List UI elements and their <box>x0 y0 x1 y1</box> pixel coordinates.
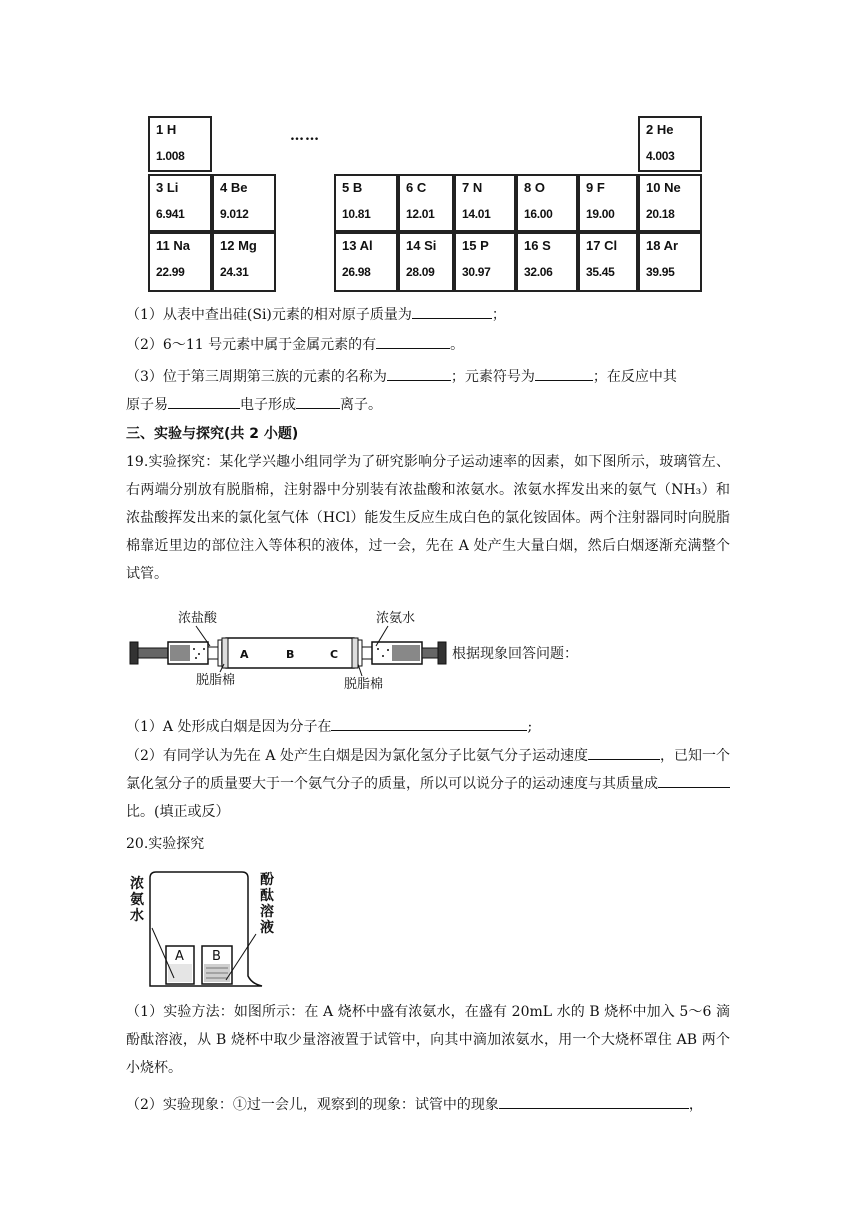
q19-text: 19.实验探究：某化学兴趣小组同学为了研究影响分子运动速率的因素，如下图所示，玻璃管左、右两端分别放有脱脂棉，注射器中分别装有浓盐酸和浓氨水。浓氨水挥发出来的氨气（NH₃）和浓盐酸挥发出来的氯化氢气体（HCl）能发生反应生成白色的氯化铵固体。两个注射器同时向脱脂棉靠近里边的部位注入等体积的液体，过一会，先在 A 处产生大量白烟，然后白烟逐渐充满整个试管。 <box>126 454 730 582</box>
element-mass: 22.99 <box>156 265 185 279</box>
element-mass: 26.98 <box>342 265 371 279</box>
position-a-label: A <box>240 648 249 661</box>
element-symbol: 13 Al <box>342 238 373 253</box>
element-mass: 14.01 <box>462 207 491 221</box>
syringe-apparatus-figure <box>126 604 586 694</box>
q18-part3: （3）位于第三周期第三族的元素的名称为 ；元素符号为 ；在反应中其 <box>126 366 677 387</box>
element-symbol: 17 Cl <box>586 238 618 253</box>
element-mass: 28.09 <box>406 265 435 279</box>
element-cell <box>454 174 516 232</box>
element-cell <box>334 232 398 292</box>
element-cell <box>212 232 276 292</box>
q18-part1: （1）从表中查出硅(Si)元素的相对原子质量为 ； <box>126 304 506 325</box>
element-cell <box>638 116 702 172</box>
position-c-label: C <box>330 648 339 661</box>
q19-part1: （1）A 处形成白烟是因为分子在 ; <box>126 716 532 737</box>
hcl-label: 浓盐酸 <box>178 611 218 626</box>
element-cell <box>454 232 516 292</box>
element-cell <box>516 174 578 232</box>
ammonia-vertical-label: 浓氨水 <box>130 876 144 924</box>
element-symbol: 6 C <box>406 180 427 195</box>
answer-blank <box>296 394 340 409</box>
element-mass: 12.01 <box>406 207 435 221</box>
answer-blank <box>387 366 451 381</box>
element-symbol: 4 Be <box>220 180 248 195</box>
answer-blank <box>658 773 730 788</box>
element-mass: 19.00 <box>586 207 615 221</box>
element-symbol: 7 N <box>462 180 483 195</box>
q20-title: 20.实验探究 <box>126 836 205 852</box>
element-cell <box>578 232 638 292</box>
answer-blank <box>412 304 492 319</box>
element-cell <box>212 174 276 232</box>
element-mass: 9.012 <box>220 207 249 221</box>
cotton-right-label: 脱脂棉 <box>344 677 384 692</box>
element-cell <box>398 174 454 232</box>
section-heading: 三、实验与探究(共 2 小题) <box>126 426 299 442</box>
element-cell <box>578 174 638 232</box>
answer-blank <box>331 716 527 731</box>
element-symbol: 10 Ne <box>646 180 681 195</box>
element-symbol: 11 Na <box>156 238 190 253</box>
element-mass: 6.941 <box>156 207 185 221</box>
element-mass: 20.18 <box>646 207 675 221</box>
element-symbol: 9 F <box>586 180 605 195</box>
phenolphthalein-vertical-label: 酚酞溶液 <box>260 872 274 936</box>
element-mass: 1.008 <box>156 149 185 163</box>
q20-part2: （2）实验现象：①过一会儿，观察到的现象：试管中的现象 ， <box>126 1094 703 1115</box>
beaker-b-label: B <box>212 949 221 964</box>
element-symbol: 14 Si <box>406 238 437 253</box>
element-symbol: 18 Ar <box>646 238 679 253</box>
answer-blank <box>588 745 660 760</box>
element-symbol: 15 P <box>462 238 489 253</box>
q18-part2: （2）6～11 号元素中属于金属元素的有 。 <box>126 334 464 355</box>
answer-blank <box>499 1094 689 1109</box>
answer-blank <box>535 366 593 381</box>
element-mass: 24.31 <box>220 265 249 279</box>
table-ellipsis: …… <box>290 128 320 144</box>
element-cell <box>334 174 398 232</box>
element-cell <box>398 232 454 292</box>
periodic-table <box>148 116 704 294</box>
element-cell <box>148 232 212 292</box>
element-mass: 16.00 <box>524 207 553 221</box>
q19-part2: （2）有同学认为先在 A 处产生白烟是因为氯化氢分子比氨气分子运动速度 ，已知一个氯化氢分子的质量要大于一个氨气分子的质量，所以可以说分子的运动速度与其质量成比。(填正或反） <box>126 742 730 826</box>
element-symbol: 3 Li <box>156 180 179 195</box>
element-symbol: 1 H <box>156 122 177 137</box>
element-mass: 32.06 <box>524 265 553 279</box>
element-mass: 10.81 <box>342 207 371 221</box>
element-cell <box>638 232 702 292</box>
element-mass: 30.97 <box>462 265 491 279</box>
element-symbol: 12 Mg <box>220 238 257 253</box>
element-cell <box>638 174 702 232</box>
answer-blank <box>376 334 450 349</box>
element-cell <box>148 174 212 232</box>
cotton-left-label: 脱脂棉 <box>196 673 236 688</box>
after-figure-text: 根据现象回答问题： <box>452 646 578 662</box>
element-cell <box>516 232 578 292</box>
q18-part3-cont: 原子易 电子形成 离子。 <box>126 394 382 415</box>
ammonia-label: 浓氨水 <box>376 611 416 626</box>
element-mass: 35.45 <box>586 265 615 279</box>
element-mass: 4.003 <box>646 149 675 163</box>
element-symbol: 2 He <box>646 122 674 137</box>
element-symbol: 5 B <box>342 180 363 195</box>
answer-blank <box>168 394 240 409</box>
q20-part1: （1）实验方法：如图所示：在 A 烧杯中盛有浓氨水，在盛有 20mL 水的 B 烧杯中加入 5～6 滴酚酞溶液，从 B 烧杯中取少量溶液置于试管中，向其中滴加浓氨水，用一个大烧杯罩住 AB 两个小烧杯。 <box>126 1004 730 1076</box>
position-b-label: B <box>286 648 295 661</box>
element-symbol: 16 S <box>524 238 551 253</box>
element-symbol: 8 O <box>524 180 545 195</box>
element-mass: 39.95 <box>646 265 675 279</box>
label-pointers <box>130 868 280 992</box>
beaker-a-label: A <box>175 949 184 964</box>
element-cell <box>148 116 212 172</box>
